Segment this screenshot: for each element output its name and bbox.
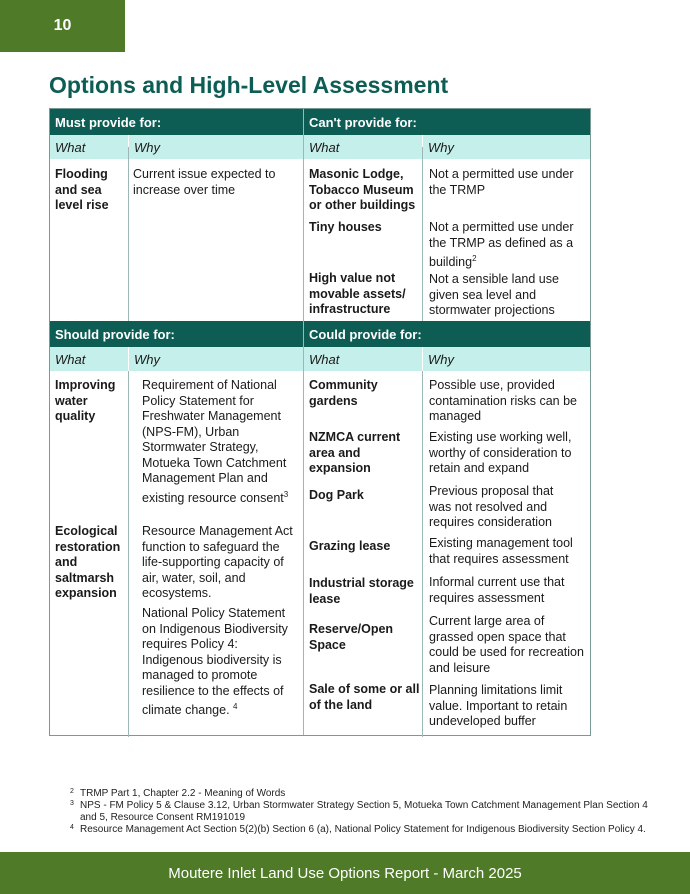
page-number: 10: [0, 0, 125, 52]
could-why: Existing management tool that requires assessment: [429, 536, 573, 566]
section-header-must: Must provide for:: [50, 109, 303, 135]
cant-what: Masonic Lodge, Tobacco Museum or other buildings: [309, 167, 416, 212]
cant-why: Not a permitted use under the TRMP as defined as a building$^2$: [429, 220, 574, 270]
cant-why: Not a sensible land use given sea level and stormwater projections: [429, 272, 559, 317]
col-header-why: Why: [129, 347, 303, 371]
could-why: Previous proposal that was not resolved and requires consideration: [429, 484, 554, 529]
footnotes: [70, 788, 650, 836]
center-divider: [303, 109, 304, 735]
page-footer: Moutere Inlet Land Use Options Report - March 2025: [0, 852, 690, 894]
col-header-why: Why: [129, 135, 303, 159]
col-divider: [128, 371, 129, 737]
footnote: 4 Resource Management Act Section 5(2)(b) Section 6 (a), National Policy Statement for Indigenous Biodiversity Section Policy 4.: [70, 824, 646, 835]
cant-what: High value not movable assets/ infrastructure: [309, 271, 406, 316]
col-header-why: Why: [423, 135, 590, 159]
could-what: Sale of some or all of the land: [309, 682, 420, 712]
could-what: Grazing lease: [309, 539, 391, 553]
must-why: Current issue expected to increase over time: [133, 167, 276, 197]
section-header-should: Should provide for:: [50, 321, 303, 347]
col-header-what: What: [50, 347, 128, 371]
must-what: Flooding and sea level rise: [55, 167, 109, 212]
should-why: National Policy Statement on Indigenous Biodiversity requires Policy 4: Indigenous biodiversity is managed to promote resilience to the effects of climate change. $^4$: [142, 606, 288, 718]
col-header-why: Why: [423, 347, 590, 371]
should-why: Requirement of National Policy Statement for Freshwater Management (NPS-FM), Urban Stormwater Strategy, Motueka Town Catchment Management Plan and existing resource consent$^3$: [142, 378, 289, 505]
col-divider: [128, 147, 129, 321]
could-what: Industrial storage lease: [309, 576, 414, 606]
assessment-table: [49, 108, 591, 736]
should-why: Resource Management Act function to safeguard the life-supporting capacity of air, water, soil, and ecosystems.: [142, 524, 293, 600]
footnote: 2 TRMP Part 1, Chapter 2.2 - Meaning of Words: [70, 788, 286, 799]
could-why: Current large area of grassed open space that could be used for recreation and leisure: [429, 614, 584, 675]
col-header-what: What: [304, 347, 422, 371]
col-divider: [422, 147, 423, 321]
section-header-could: Could provide for:: [304, 321, 590, 347]
cant-what: Tiny houses: [309, 220, 382, 234]
col-header-what: What: [50, 135, 128, 159]
footnote: 3 NPS - FM Policy 5 & Clause 3.12, Urban Stormwater Strategy Section 5, Motueka Town Catchment Management Plan Section 4 and 5, Resource Consent RM191019: [70, 800, 648, 823]
could-what: Dog Park: [309, 488, 364, 502]
page-title: Options and High-Level Assessment: [49, 72, 449, 98]
could-why: Existing use working well, worthy of consideration to retain and expand: [429, 430, 572, 475]
could-why: Planning limitations limit value. Important to retain undeveloped buffer: [429, 683, 568, 728]
col-divider: [422, 371, 423, 737]
section-header-cant: Can't provide for:: [304, 109, 590, 135]
should-what: Improving water quality: [55, 378, 116, 423]
could-why: Possible use, provided contamination risks can be managed: [429, 378, 577, 423]
could-what: Reserve/Open Space: [309, 622, 394, 652]
could-why: Informal current use that requires assessment: [429, 575, 565, 605]
could-what: Community gardens: [309, 378, 378, 408]
cant-why: Not a permitted use under the TRMP: [429, 167, 574, 197]
col-header-what: What: [304, 135, 422, 159]
could-what: NZMCA current area and expansion: [309, 430, 401, 475]
should-what: Ecological restoration and saltmarsh expansion: [55, 524, 121, 600]
